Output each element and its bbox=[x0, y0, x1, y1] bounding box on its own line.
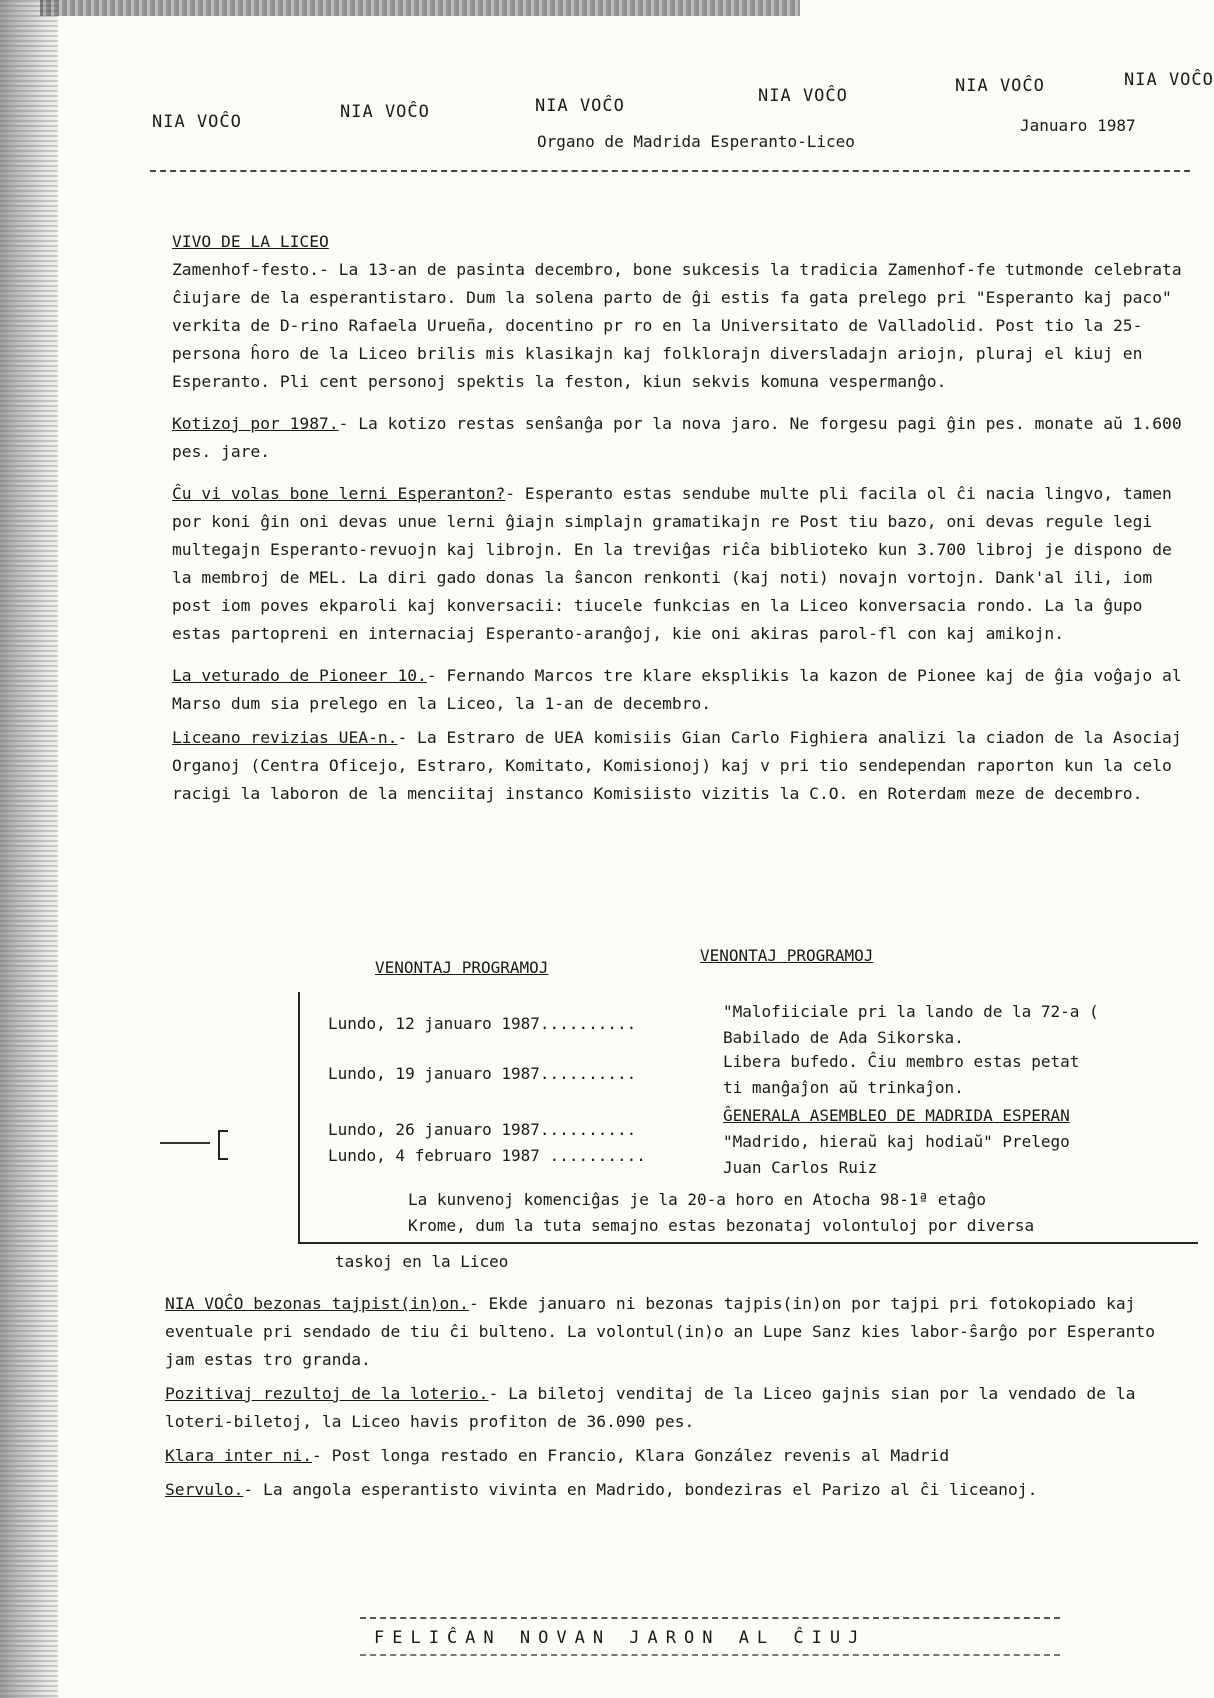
main-content bbox=[172, 228, 1200, 822]
masthead-name-2: NIA VOĈO bbox=[340, 102, 430, 122]
section-kotizoj: Kotizoj por 1987.- La kotizo restas senŝanĝa por la nova jaro. Ne forgesu pagi ĝin pes. monate aŭ 1.600 pes. jare. bbox=[172, 414, 1182, 461]
program-date: Lundo, 19 januaro 1987.......... bbox=[328, 1064, 637, 1083]
program-desc: "Malofiiciale pri la lando de la 72-a ( bbox=[723, 1002, 1099, 1021]
masthead-name-3: NIA VOĈO bbox=[535, 96, 625, 116]
section-pioneer: La veturado de Pioneer 10.- Fernando Marcos tre klare eksplikis la kazon de Pionee kaj de ĝia voĝajo al Marso dum sia prelego en la Liceo, la 1-an de decembro. bbox=[172, 666, 1182, 713]
program-date: Lundo, 12 januaro 1987.......... bbox=[328, 1014, 637, 1033]
masthead-name-4: NIA VOĈO bbox=[758, 86, 848, 106]
programs-hline bbox=[298, 1242, 1198, 1244]
program-desc: Libera bufedo. Ĉiu membro estas petat bbox=[723, 1052, 1080, 1071]
masthead-rule bbox=[150, 170, 1190, 172]
program-desc: ĜENERALA ASEMBLEO DE MADRIDA ESPERAN bbox=[723, 1106, 1070, 1125]
section-loterio: Pozitivaj rezultoj de la loterio.- La biletoj venditaj de la Liceo gajnis sian por la vendado de la loteri-biletoj, la Liceo havis profiton de 36.090 pes. bbox=[165, 1384, 1136, 1431]
program-desc: Juan Carlos Ruiz bbox=[723, 1158, 878, 1177]
program-desc: ti manĝaĵon aŭ trinkaĵon. bbox=[723, 1078, 964, 1097]
masthead-name-5: NIA VOĈO bbox=[955, 76, 1045, 96]
bottom-content bbox=[165, 1290, 1193, 1510]
program-desc: "Madrido, hieraŭ kaj hodiaŭ" Prelego bbox=[723, 1132, 1070, 1151]
programs-vline bbox=[298, 992, 300, 1242]
programs-note: La kunvenoj komenciĝas je la 20-a horo en Atocha 98-1ª etaĝo bbox=[408, 1190, 986, 1209]
program-desc: Babilado de Ada Sikorska. bbox=[723, 1028, 964, 1047]
section-vivo: VIVO DE LA LICEO Zamenhof-festo.- La 13-an de pasinta decembro, bone sukcesis la tradicia Zamenhof-fe tutmonde celebrata ĉiujare de la esperantistaro. Dum la solena parto de ĝi estis fa gata prelego pri "Esperanto kaj paco" verkita de D-rino Rafaela Urueña, docentino pr ro en la Universitato de Valladolid. Post tio la 25-persona ĥoro de la Liceo brilis mis klasikajn kaj folklorajn diversladajn ariojn, pluraj el kiuj en Esperanto. Pli cent personoj spektis la feston, kiun sekvis komuna vespermanĝo. bbox=[172, 232, 1182, 391]
program-date: Lundo, 4 februaro 1987 .......... bbox=[328, 1146, 646, 1165]
programs-title-1: VENONTAJ PROGRAMOJ bbox=[375, 958, 549, 977]
margin-bracket bbox=[218, 1130, 228, 1160]
section-tajpisto: NIA VOĈO bezonas tajpist(in)on.- Ekde januaro ni bezonas tajpis(in)on por tajpi pri fotokopiado kaj eventuale pri sendado de tiu ĉi bulteno. La volontul(in)o an Lupe Sanz kies labor-ŝarĝo por Esperanto jam estas tro granda. bbox=[165, 1294, 1156, 1369]
program-date: Lundo, 26 januaro 1987.......... bbox=[328, 1120, 637, 1139]
scan-edge-shadow bbox=[0, 0, 58, 1698]
programs-box bbox=[298, 992, 1198, 1292]
margin-arrow bbox=[160, 1142, 210, 1144]
section-revizias: Liceano revizias UEA-n.- La Estraro de UEA komisiis Gian Carlo Fighiera analizi la ciadon de la Asociaj Organoj (Centra Oficejo, Estraro, Komitato, Komisionoj) kaj v pri tio sendependan raporton kun la celo racigi la laboron de la menciitaj instanco Komisiisto vizitis la C.O. en Roterdam meze de decembro. bbox=[172, 728, 1182, 803]
scan-top-band bbox=[40, 0, 800, 16]
programs-title-2: VENONTAJ PROGRAMOJ bbox=[700, 946, 874, 965]
programs-note: taskoj en la Liceo bbox=[335, 1252, 509, 1271]
footer-rule-top bbox=[360, 1617, 1060, 1619]
footer-greeting: FELIĈAN NOVAN JARON AL ĈIUJ bbox=[374, 1628, 867, 1648]
programs-note: Krome, dum la tuta semajno estas bezonataj volontuloj por diversa bbox=[408, 1216, 1035, 1235]
masthead-name-6: NIA VOĈO bbox=[1124, 70, 1214, 90]
footer-rule-bottom bbox=[360, 1654, 1060, 1656]
section-servulo: Servulo.- La angola esperantisto vivinta en Madrido, bondeziras el Parizo al ĉi liceanoj. bbox=[165, 1480, 1038, 1499]
masthead-name-1: NIA VOĈO bbox=[152, 112, 242, 132]
section-lerni: Ĉu vi volas bone lerni Esperanton?- Esperanto estas sendube multe pli facila ol ĉi nacia lingvo, tamen por koni ĝin oni devas unue lerni ĝiajn simplajn gramatikajn re Post tiu bazo, oni devas regule legi multegajn Esperanto-revuojn kaj librojn. En la treviĝas riĉa biblioteko kun 3.700 libroj je dispono de la membroj de MEL. La diri gado donas la ŝancon renkonti (kaj noti) novajn vortojn. Dank'al ili, iom post iom poves ekparoli kaj konversacii: tiucele funkcias en la Liceo konversacia rondo. La la ĝupo estas partopreni en internaciaj Esperanto-aranĝoj, kie oni akiras parol-fl con kaj amikojn. bbox=[172, 484, 1172, 643]
masthead-date: Januaro 1987 bbox=[1020, 116, 1136, 135]
masthead-organ: Organo de Madrida Esperanto-Liceo bbox=[537, 132, 855, 151]
section-klara: Klara inter ni.- Post longa restado en Francio, Klara González revenis al Madrid bbox=[165, 1446, 950, 1465]
